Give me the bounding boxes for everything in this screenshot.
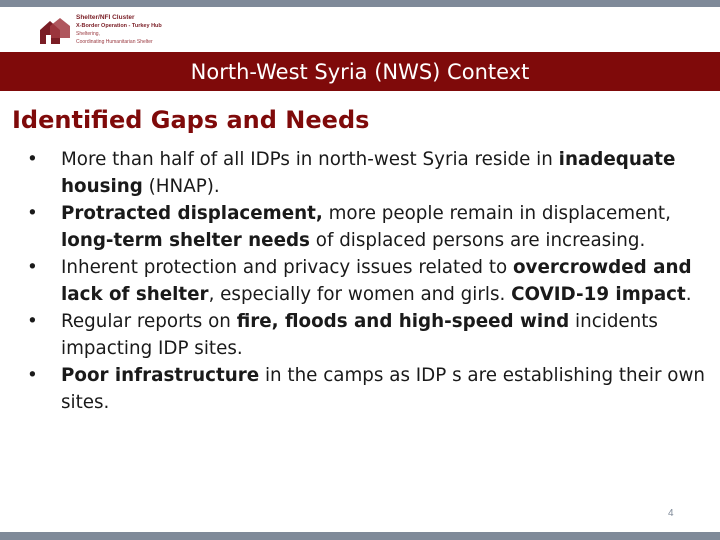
banner-title: North-West Syria (NWS) Context <box>190 60 530 84</box>
bullet-marker: • <box>27 149 38 170</box>
logo-line-2: X-Border Operation - Turkey Hub <box>76 23 162 29</box>
bullet-text: More than half of all IDPs in north-west Syria reside in <box>61 149 559 170</box>
bullet-marker: • <box>27 311 38 332</box>
bullet-marker: • <box>27 257 38 278</box>
bullet-text-bold: fire, floods and high-speed wind <box>236 311 570 332</box>
bullet-text: Inherent protection and privacy issues related to <box>61 257 513 278</box>
bullet-text-bold: inadequate housing <box>61 149 676 197</box>
bullet-text: in the camps as IDP s are establishing their own sites. <box>61 365 706 413</box>
bullet-text-bold: overcrowded and lack of shelter <box>61 257 692 305</box>
page-number: 4 <box>668 508 674 519</box>
logo-line-3: Sheltering, <box>76 31 100 37</box>
bullet-item <box>27 254 707 308</box>
bullet-item <box>27 362 707 416</box>
bullet-text-bold: long-term shelter needs <box>61 230 310 251</box>
section-heading: Identified Gaps and Needs <box>12 106 370 134</box>
bullet-text-bold: COVID-19 impact <box>511 284 686 305</box>
house-cluster-icon <box>38 16 72 46</box>
bullet-item <box>27 146 707 200</box>
bullet-text: Regular reports on <box>61 311 237 332</box>
logo-line-1: Shelter/NFI Cluster <box>76 14 135 21</box>
bullet-item <box>27 200 707 254</box>
bullet-text-bold: Poor infrastructure <box>61 365 260 386</box>
bullet-text: . <box>685 284 692 305</box>
bullet-text: , especially for women and girls. <box>208 284 512 305</box>
bullet-marker: • <box>27 365 38 386</box>
cluster-logo <box>38 14 238 50</box>
bullet-text: (HNAP). <box>142 176 220 197</box>
bullet-text: incidents impacting IDP sites. <box>61 311 658 359</box>
title-banner <box>0 52 720 91</box>
bullet-text: of displaced persons are increasing. <box>309 230 646 251</box>
bullet-list <box>27 146 707 416</box>
bullet-item <box>27 308 707 362</box>
bottom-accent-bar <box>0 532 720 540</box>
bullet-marker: • <box>27 203 38 224</box>
logo-line-4: Coordinating Humanitarian Shelter <box>76 39 153 45</box>
top-accent-bar <box>0 0 720 7</box>
bullet-text-bold: Protracted displacement, <box>61 203 323 224</box>
bullet-text: more people remain in displacement, <box>322 203 671 224</box>
